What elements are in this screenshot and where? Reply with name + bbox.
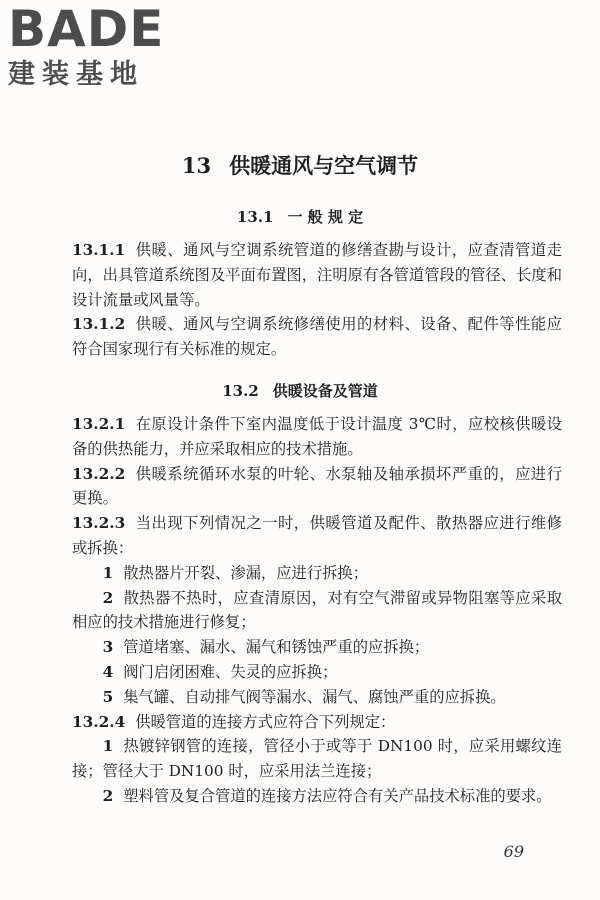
- item-number: 5: [102, 687, 114, 706]
- logo-subtitle: 建装基地: [8, 59, 144, 90]
- chapter-heading: [0, 150, 600, 180]
- clause-number: 13.1.2: [72, 315, 126, 334]
- section-number: 13.1: [236, 208, 274, 226]
- list-item: [72, 586, 562, 636]
- logo-wordmark: BADE: [8, 0, 165, 58]
- clause-number: 13.2.2: [72, 464, 126, 483]
- clause-text: 供暖、通风与空调系统管道的修缮查勘与设计，应查清管道走向，出具管道系统图及平面布置图，注明原有各管道管段的管径、长度和设计流量或风量等。: [72, 241, 562, 309]
- item-text: 集气罐、自动排气阀等漏水、漏气、腐蚀严重的应拆换。: [123, 687, 506, 706]
- bade-logo: [8, 0, 178, 90]
- list-item: [72, 685, 562, 710]
- clause-text: 供暖、通风与空调系统修缮使用的材料、设备、配件等性能应符合国家现行有关标准的规定。: [72, 315, 562, 359]
- clause-number: 13.2.3: [72, 514, 126, 533]
- item-number: 2: [102, 786, 114, 805]
- section-heading-13-2: [0, 380, 600, 401]
- section-number: 13.2: [222, 382, 259, 400]
- item-number: 3: [102, 638, 114, 657]
- list-item: [72, 660, 562, 685]
- clause-13-2-2: [72, 462, 562, 512]
- list-item: [72, 784, 562, 809]
- item-text: 散热器不热时，应查清原因，对有空气滞留或异物阻塞等应采取相应的技术措施进行修复；: [72, 588, 562, 632]
- section-title: 供暖设备及管道: [272, 382, 378, 400]
- page-number: 69: [503, 842, 524, 861]
- item-text: 塑料管及复合管道的连接方法应符合有关产品技术标准的要求。: [123, 786, 552, 805]
- clause-number: 13.2.1: [72, 415, 126, 433]
- clause-13-2-4: [72, 710, 562, 735]
- item-text: 散热器片开裂、渗漏，应进行拆换；: [123, 563, 369, 582]
- chapter-number: 13: [181, 153, 212, 178]
- clause-number: 13.1.1: [72, 241, 126, 259]
- item-number: 4: [102, 662, 114, 681]
- item-number: 2: [102, 588, 114, 607]
- section-13-2-body: [72, 412, 562, 809]
- section-title: 一 般 规 定: [287, 208, 364, 226]
- list-item: [72, 561, 562, 586]
- item-text: 热镀锌钢管的连接，管径小于或等于 DN100 时，应采用螺纹连接；管径大于 DN100 时，应采用法兰连接；: [72, 737, 562, 781]
- clause-13-2-1: [72, 412, 562, 462]
- clause-text: 在原设计条件下室内温度低于设计温度 3℃时，应校核供暖设备的供热能力，并应采取相应的技术措施。: [72, 415, 562, 458]
- clause-number: 13.2.4: [72, 712, 126, 731]
- clause-text: 当出现下列情况之一时，供暖管道及配件、散热器应进行维修或拆换：: [72, 514, 562, 557]
- chapter-title: 供暖通风与空气调节: [229, 153, 419, 178]
- clause-text: 供暖管道的连接方式应符合下列规定：: [135, 712, 396, 731]
- list-item: [72, 635, 562, 660]
- section-heading-13-1: [0, 206, 600, 227]
- item-text: 阀门启闭困难、失灵的应拆换；: [123, 662, 338, 681]
- clause-13-1-1: [72, 238, 562, 312]
- item-text: 管道堵塞、漏水、漏气和锈蚀严重的应拆换；: [123, 638, 430, 657]
- clause-text: 供暖系统循环水泵的叶轮、水泵轴及轴承损坏严重的，应进行更换。: [72, 464, 562, 508]
- list-item: [72, 734, 562, 784]
- clause-13-1-2: [72, 312, 562, 362]
- section-13-1-body: [72, 238, 562, 362]
- clause-13-2-3: [72, 511, 562, 561]
- item-number: 1: [102, 563, 114, 582]
- item-number: 1: [102, 737, 114, 756]
